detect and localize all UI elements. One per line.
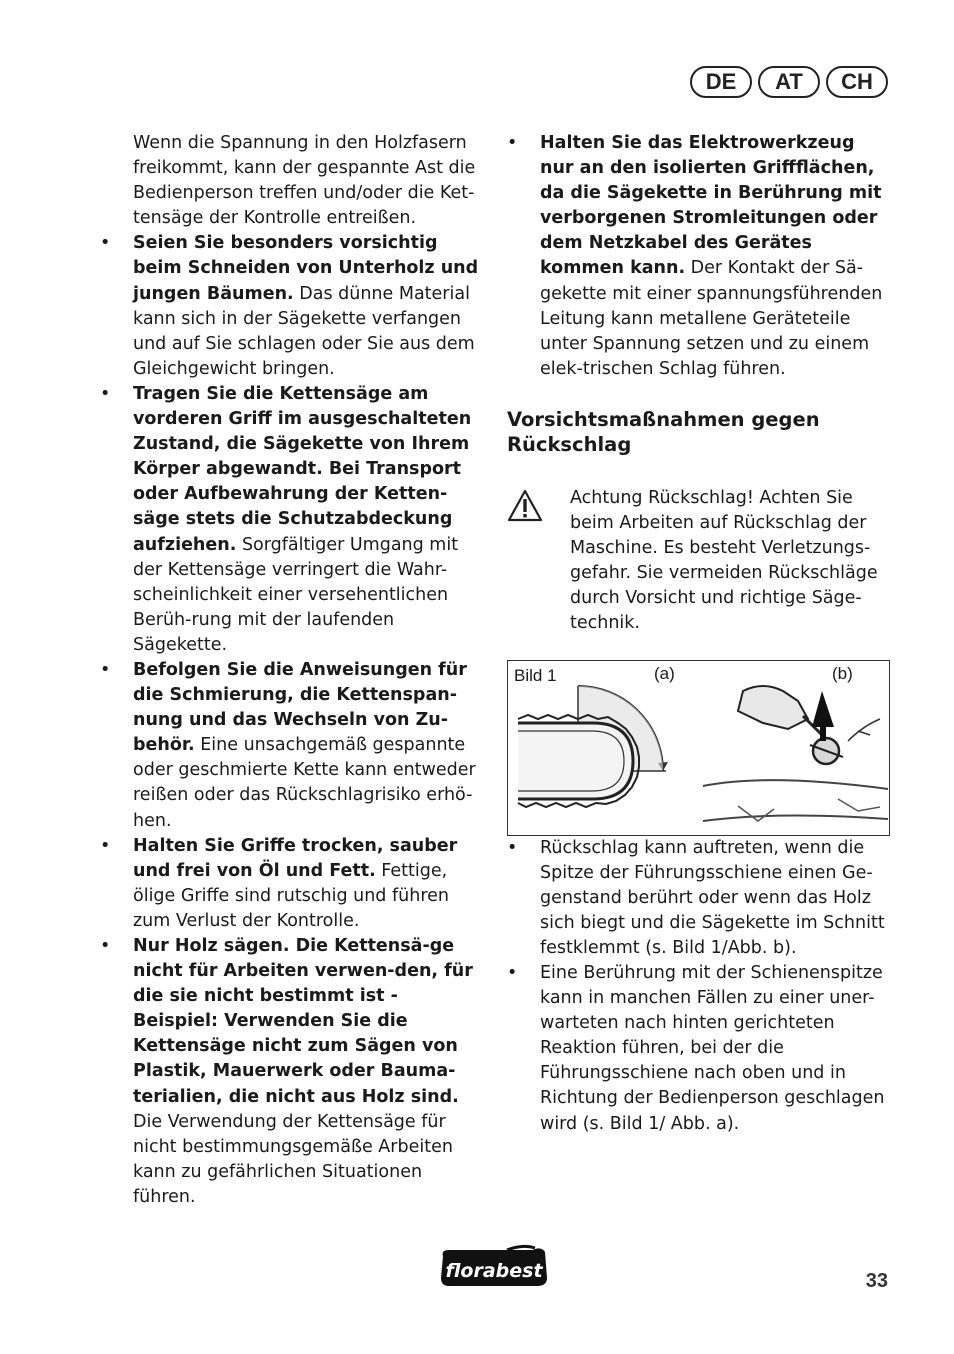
bullet-bold-text: Seien Sie besonders vorsichtig beim Schneiden von Unterholz und jungen Bäumen.	[133, 233, 479, 304]
brand-logo	[437, 1244, 551, 1294]
language-badge-at: AT	[758, 66, 820, 98]
section-heading: Vorsichtsmaßnahmen gegen Rückschlag	[507, 407, 820, 456]
bullet-bold-text: Halten Sie das Elektrowerkzeug nur an den isolierten Griffflächen, da die Sägekette in Berührung mit verborgenen Stromleitungen oder dem Netzkabel des Gerätes kommen kann.	[540, 133, 882, 279]
continuation-paragraph: Wenn die Spannung in den Holzfasern freikommt, kann der gespannte Ast die Bedienperson treffen und/oder die Ket-tensäge der Kontrolle entreißen.	[133, 133, 476, 229]
page-number: 33	[865, 1270, 888, 1292]
left-column	[100, 131, 485, 1210]
figure-label: Bild 1	[514, 665, 557, 685]
brand-logo-text: florabest	[445, 1260, 543, 1282]
kickback-bullet-list	[507, 836, 892, 1137]
list-item: • Eine Berührung mit der Schienenspitze kann in manchen Fällen zu einer uner-warteten nach hinten gerichteten Reaktion führen, bei der die Führungsschiene nach oben und in Richtung der Bedienperson geschlagen wird (s. Bild 1/ Abb. a).	[507, 961, 892, 1137]
bullet-bold-text: Tragen Sie die Kettensäge am vorderen Griff im ausgeschalteten Zustand, die Sägekette von Ihrem Körper abgewandt. Bei Transport oder Aufbewahrung der Ketten-säge stets die Schutzabdeckung aufziehen.	[133, 383, 472, 555]
list-item	[100, 934, 485, 1210]
safety-bullet-list	[100, 231, 485, 1210]
list-item	[100, 834, 485, 934]
bullet-body-text: Sorgfältiger Umgang mit der Kettensäge verringert die Wahr-scheinlichkeit einer versehentlichen Berüh-rung mit der laufenden Sägekette.	[133, 534, 459, 655]
right-column	[507, 131, 892, 1137]
bullet-bold-text: Nur Holz sägen. Die Kettensä-ge nicht für Arbeiten verwen-den, für die sie nicht bestimmt ist - Beispiel: Verwenden Sie die Kettensäge nicht zum Sägen von Plastik, Mauerwerk oder Bauma-terialien, die nicht aus Holz sind.	[133, 936, 473, 1107]
bullet-body-text: Fettige, ölige Griffe sind rutschig und führen zum Verlust der Kontrolle.	[133, 860, 449, 931]
chainsaw-kickback-illustration	[508, 661, 891, 837]
language-badge-de: DE	[690, 66, 752, 98]
language-badge-ch: CH	[826, 66, 888, 98]
figure-caption-b: (b)	[832, 663, 853, 683]
warning-block	[507, 486, 892, 637]
bullet-bold-text: Halten Sie Griffe trocken, sauber und frei von Öl und Fett.	[133, 835, 458, 881]
warning-triangle-icon	[507, 489, 543, 523]
list-item	[100, 382, 485, 658]
bullet-bold-text: Befolgen Sie die Anweisungen für die Schmierung, die Kettenspan-nung und das Wechseln von Zu-behör.	[133, 659, 467, 756]
warning-text: Achtung Rückschlag! Achten Sie beim Arbeiten auf Rückschlag der Maschine. Es besteht Verletzungs-gefahr. Sie vermeiden Rückschläge durch Vorsicht und richtige Säge-technik.	[570, 487, 878, 634]
florabest-logo-icon	[437, 1244, 551, 1290]
list-item	[507, 131, 892, 382]
language-badges	[690, 66, 888, 98]
bullet-body-text: Eine unsachgemäß gespannte oder geschmierte Kette kann entweder reißen oder das Rückschlagrisiko erhö-hen.	[133, 735, 476, 831]
figure-caption-a: (a)	[654, 663, 675, 683]
bullet-body-text: Das dünne Material kann sich in der Sägekette verfangen und auf Sie schlagen oder Sie aus dem Gleichgewicht bringen.	[133, 283, 475, 379]
list-item	[100, 658, 485, 834]
bullet-body-text: Der Kontakt der Sä-gekette mit einer spannungsführenden Leitung kann metallene Geräteteile unter Spannung setzen und zu einem elek-trischen Schlag führen.	[540, 258, 883, 379]
list-item: • Rückschlag kann auftreten, wenn die Spitze der Führungsschiene einen Ge-genstand berührt oder wenn das Holz sich biegt und die Sägekette im Schnitt festklemmt (s. Bild 1/Abb. b).	[507, 836, 892, 961]
list-item	[100, 231, 485, 382]
top-bullet-list	[507, 131, 892, 382]
kickback-figure	[507, 660, 890, 836]
bullet-body-text: Die Verwendung der Kettensäge für nicht bestimmungsgemäße Arbeiten kann zu gefährlichen Situationen führen.	[133, 1111, 453, 1207]
